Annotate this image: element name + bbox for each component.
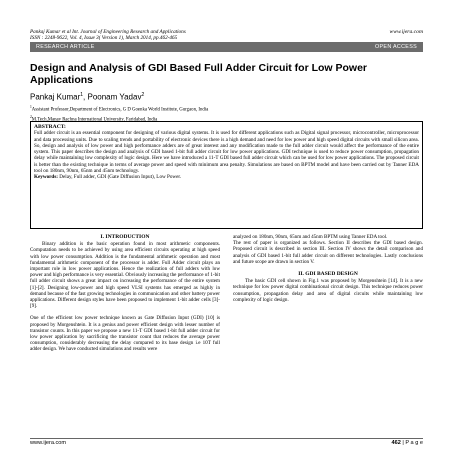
author-separator: ,	[83, 92, 88, 102]
right-column	[233, 234, 423, 309]
organization-paragraph: The rest of paper is organized as follows. Section II describes the GDI based design. Proposed circuit is described in section III. Section IV shows the detail comparison and analysis of GDI based 1-bit full adder circuit on different technologies. Lastly conclusions and future scope are drawn in section V.	[233, 240, 423, 265]
footer-site-link[interactable]: www.ijera.com	[30, 440, 67, 446]
affiliation-1	[30, 104, 423, 114]
header-site-link[interactable]: www.ijera.com	[389, 29, 423, 35]
keywords-line	[34, 174, 419, 180]
author-2-name: Poonam Yadav	[87, 92, 142, 102]
author-list	[30, 92, 423, 102]
author-2-affil-mark: 2	[141, 92, 145, 98]
journal-line-2: ISSN : 2248-9622, Vol. 4, Issue 3( Version 1), March 2014, pp.462-465	[30, 35, 178, 42]
keywords-label: Keywords:	[34, 174, 58, 180]
intro-paragraph-2: One of the efficient low power technique known as Gate Diffusion Input (GDI) [10] is proposed by Morgenshtein. It is a genius and power efficient design with lesser number of transistor counts. In this paper we propose a new 11-T GDI based 1-bit full adder circuit for low power application by sacrificing the transistor count that reduces the average power consumption, considerably decreasing the delay compared to its base design i.e 10T full adder design. We have conducted simulations and results were	[30, 315, 220, 353]
journal-header	[30, 29, 330, 41]
footer-page-label	[391, 440, 423, 446]
gdi-paragraph: The basic GDI cell shown in Fig.1 was proposed by Morgenshtein [14]. It is a new technique for low power digital combinational circuit design. This technique reduces power consumption, propagation delay and area of digital circuits while maintaining low complexity of logic design.	[233, 278, 423, 303]
intro-paragraph-3: analyzed on 180nm, 90nm, 65nm and 45nm BPTM using Tanner EDA tool.	[233, 234, 388, 240]
section-1-heading: I. INTRODUCTION	[100, 234, 150, 240]
footer-divider	[30, 438, 423, 439]
article-type-banner	[30, 42, 423, 52]
keywords-text: Delay, Full adder, GDI (Gate Diffusion Input), Low Power.	[58, 174, 182, 180]
abstract-box	[30, 121, 423, 229]
page-word: | P a g e	[400, 440, 423, 446]
banner-open-access: OPEN ACCESS	[375, 44, 417, 50]
page-number: 462	[391, 440, 401, 446]
affiliation-1-mark: 1	[30, 105, 32, 109]
abstract-body: Full adder circuit is an essential component for designing of various digital systems. It is used for different applications such as Digital signal processor, microcontroller, microprocessor and data processing units. Due to scaling trends and portability of electronic devices there is a high demand and need for low power and high speed digital circuits with small silicon area. So, design and analysis of low power and high performance adders are of great interest and any modification made to the full adder circuit would affect the performance of the entire system. This paper describes the design and analysis of GDI based 1-bit full adder circuit for low power applications. GDI technique is used to reduce power consumption, propagation delay while maintaining low complexity of logic design. Here we have introduced a 11-T GDI based full adder circuit which can be used for low power applications. The proposed circuit is better than the existing technique in terms of average power and speed with minimum area penalty. Simulations are based on BPTM model and have been carried out by Tanner EDA tool on 180nm, 90nm, 65nm and 45nm technology.	[34, 130, 419, 174]
banner-research-article: RESEARCH ARTICLE	[36, 44, 95, 50]
affiliation-2-text: M.Tech,Manav Rachna International University, Faridabad, India	[31, 117, 158, 123]
section-2-heading: II. GDI BASED DESIGN	[298, 271, 358, 278]
affiliation-2-mark: 2	[30, 114, 32, 119]
paper-title: Design and Analysis of GDI Based Full Adder Circuit for Low Power Applications	[30, 62, 368, 86]
author-1-affil-mark: 1	[80, 92, 84, 98]
abstract-heading: ABSTRACT:	[34, 124, 66, 130]
intro-paragraph-1: Binary addition is the basic operation found in most arithmetic components. Computation needs to be achieved by using area efficient circuits operating at high speed with low power consumption. Addition is the fundamental arithmetic operation and most fundamental arithmetic component of the processor is adder. Full Adder circuit plays an important role in low power applications. Hence the realization of full adders with low power and high performance is very essential. Obviously increasing the performance of 1-bit full adder circuit shows a great impact on increasing the performance of the entire system [1]-[2]. Designing low-power and high speed VLSI systems has emerged as highly in demand because of the fast growing technologies in communication and other battery power applications. Different design styles have been proposed to implement 1-bit adder cells [3]-[9].	[30, 241, 220, 310]
author-1-name: Pankaj Kumar	[30, 92, 81, 102]
affiliation-1-text: Assistant Professor,Department of Electronics, G D Goenka World Institute, Gurgaon, India	[31, 107, 209, 113]
left-column	[30, 234, 220, 359]
journal-line-1: Pankaj Kumar et al Int. Journal of Engineering Research and Applications	[30, 29, 186, 35]
